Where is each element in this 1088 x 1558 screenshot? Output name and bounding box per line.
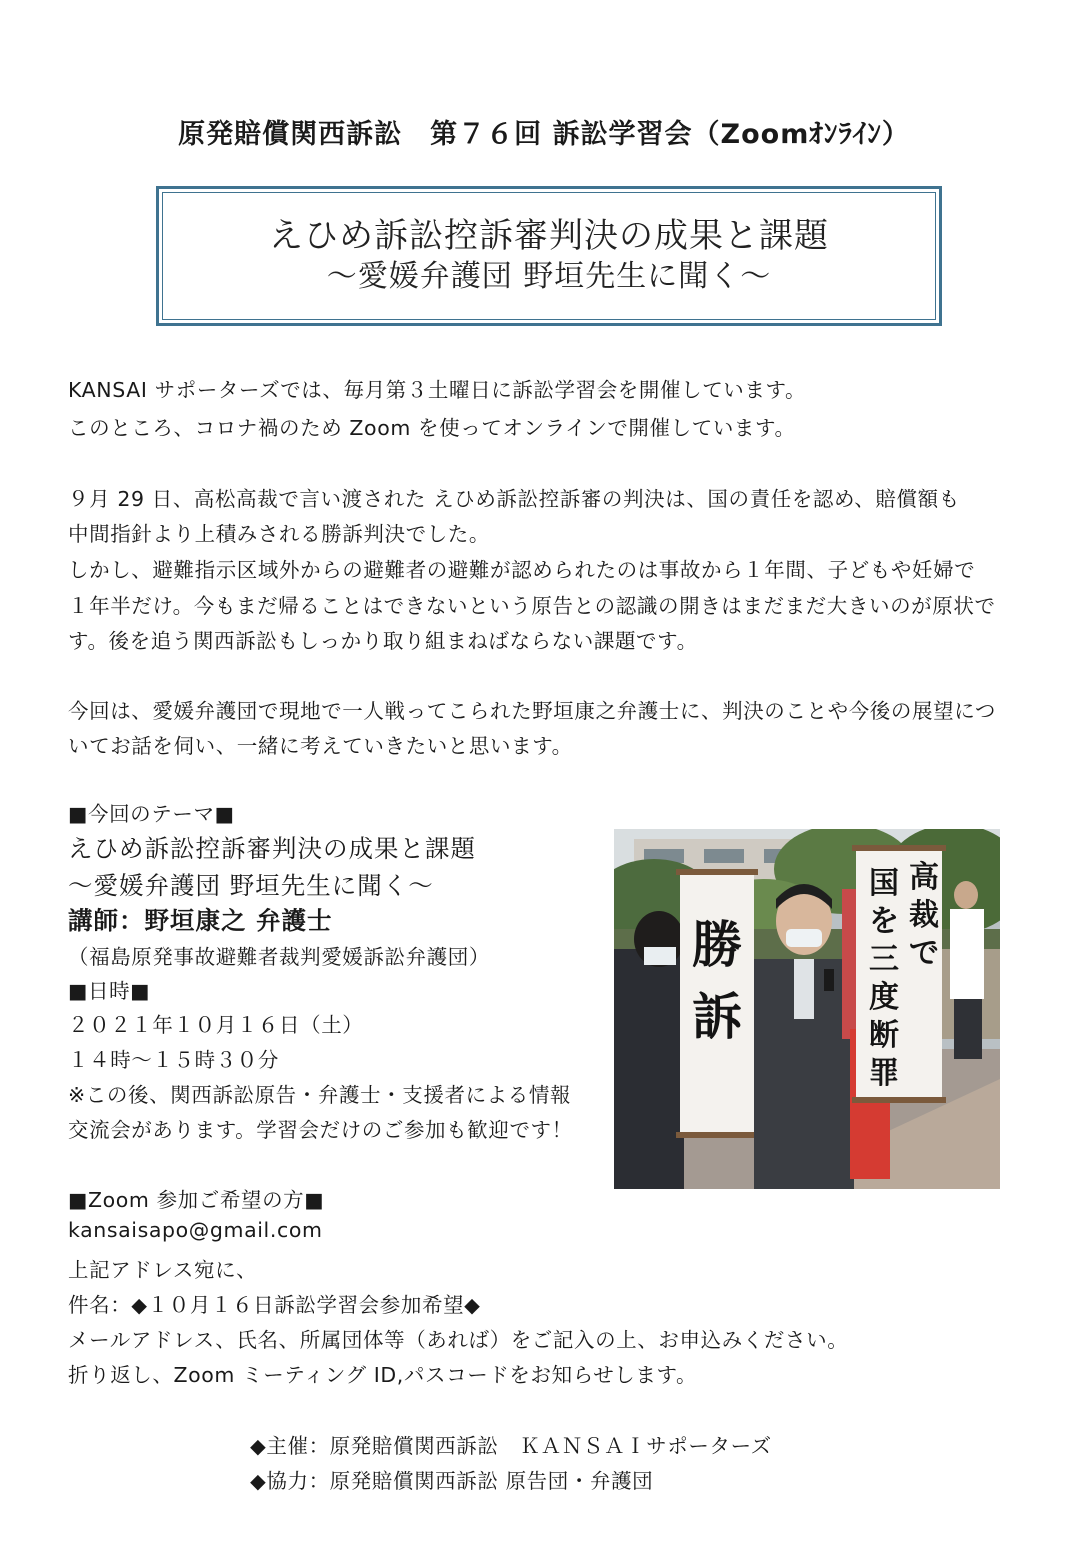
speaker-affiliation: （福島原発事故避難者裁判愛媛訴訟弁護団） — [68, 945, 490, 969]
page-title: 原発賠償関西訴訟 第７６回 訴訟学習会（Zoomｵﾝﾗｲﾝ） — [178, 119, 910, 150]
organizer: ◆主催：原発賠償関西訴訟 ＫＡＮＳＡＩサポーターズ — [250, 1434, 772, 1458]
sign-left-text: 勝訴 — [692, 915, 742, 1046]
intro-text: １年半だけ。今もまだ帰ることはできないという原告との認識の開きはまだまだ大きいのが原状で — [68, 594, 996, 618]
zoom-instruction: 折り返し、Zoom ミーティング ID,パスコードをお知らせします。 — [68, 1363, 698, 1387]
title-line-1: えひめ訴訟控訴審判決の成果と課題 — [269, 216, 829, 256]
intro-text: 中間指針より上積みされる勝訴判決でした。 — [68, 522, 490, 546]
theme-title: えひめ訴訟控訴審判決の成果と課題 — [68, 834, 476, 863]
cooperation: ◆協力：原発賠償関西訴訟 原告団・弁護団 — [250, 1469, 654, 1493]
event-note: ※この後、関西訴訟原告・弁護士・支援者による情報 — [68, 1083, 572, 1107]
zoom-instruction: 上記アドレス宛に、 — [68, 1258, 258, 1282]
event-photo — [614, 829, 1000, 1189]
intro-text: このところ、コロナ禍のため Zoom を使ってオンラインで開催しています。 — [68, 416, 796, 440]
datetime-heading: ■日時■ — [68, 979, 151, 1003]
zoom-heading: ■Zoom 参加ご希望の方■ — [68, 1188, 325, 1212]
theme-heading: ■今回のテーマ■ — [68, 802, 235, 826]
speaker: 講師：野垣康之 弁護士 — [68, 906, 333, 935]
intro-text: KANSAI サポーターズでは、毎月第３土曜日に訴訟学習会を開催しています。 — [68, 378, 807, 402]
zoom-instruction: 件名：◆１０月１６日訴訟学習会参加希望◆ — [68, 1293, 481, 1317]
intro-text: いてお話を伺い、一緒に考えていきたいと思います。 — [68, 734, 573, 758]
title-box — [156, 186, 942, 326]
title-line-2: 〜愛媛弁護団 野垣先生に聞く〜 — [326, 259, 772, 294]
sign-right-text-2: 国を三度断罪 — [869, 866, 899, 1091]
theme-subtitle: 〜愛媛弁護団 野垣先生に聞く〜 — [68, 871, 434, 900]
intro-text: 今回は、愛媛弁護団で現地で一人戦ってこられた野垣康之弁護士に、判決のことや今後の展望につ — [68, 699, 996, 723]
intro-text: しかし、避難指示区域外からの避難者の避難が認められたのは事故から１年間、子どもや妊婦で — [68, 558, 976, 582]
event-date: ２０２１年１０月１６日（土） — [68, 1013, 364, 1037]
event-note: 交流会があります。学習会だけのご参加も歓迎です！ — [68, 1118, 573, 1142]
event-time: １４時〜１５時３０分 — [68, 1048, 279, 1072]
zoom-instruction: メールアドレス、氏名、所属団体等（あれば）をご記入の上、お申込みください。 — [68, 1328, 849, 1352]
intro-text: ９月 29 日、高松高裁で言い渡された えひめ訴訟控訴審の判決は、国の責任を認め、賠償額も — [68, 487, 960, 511]
sign-right-text-1: 高裁で — [909, 860, 939, 971]
intro-text: す。後を追う関西訴訟もしっかり取り組まねばならない課題です。 — [68, 629, 698, 653]
contact-email[interactable]: kansaisapo@gmail.com — [68, 1218, 323, 1242]
